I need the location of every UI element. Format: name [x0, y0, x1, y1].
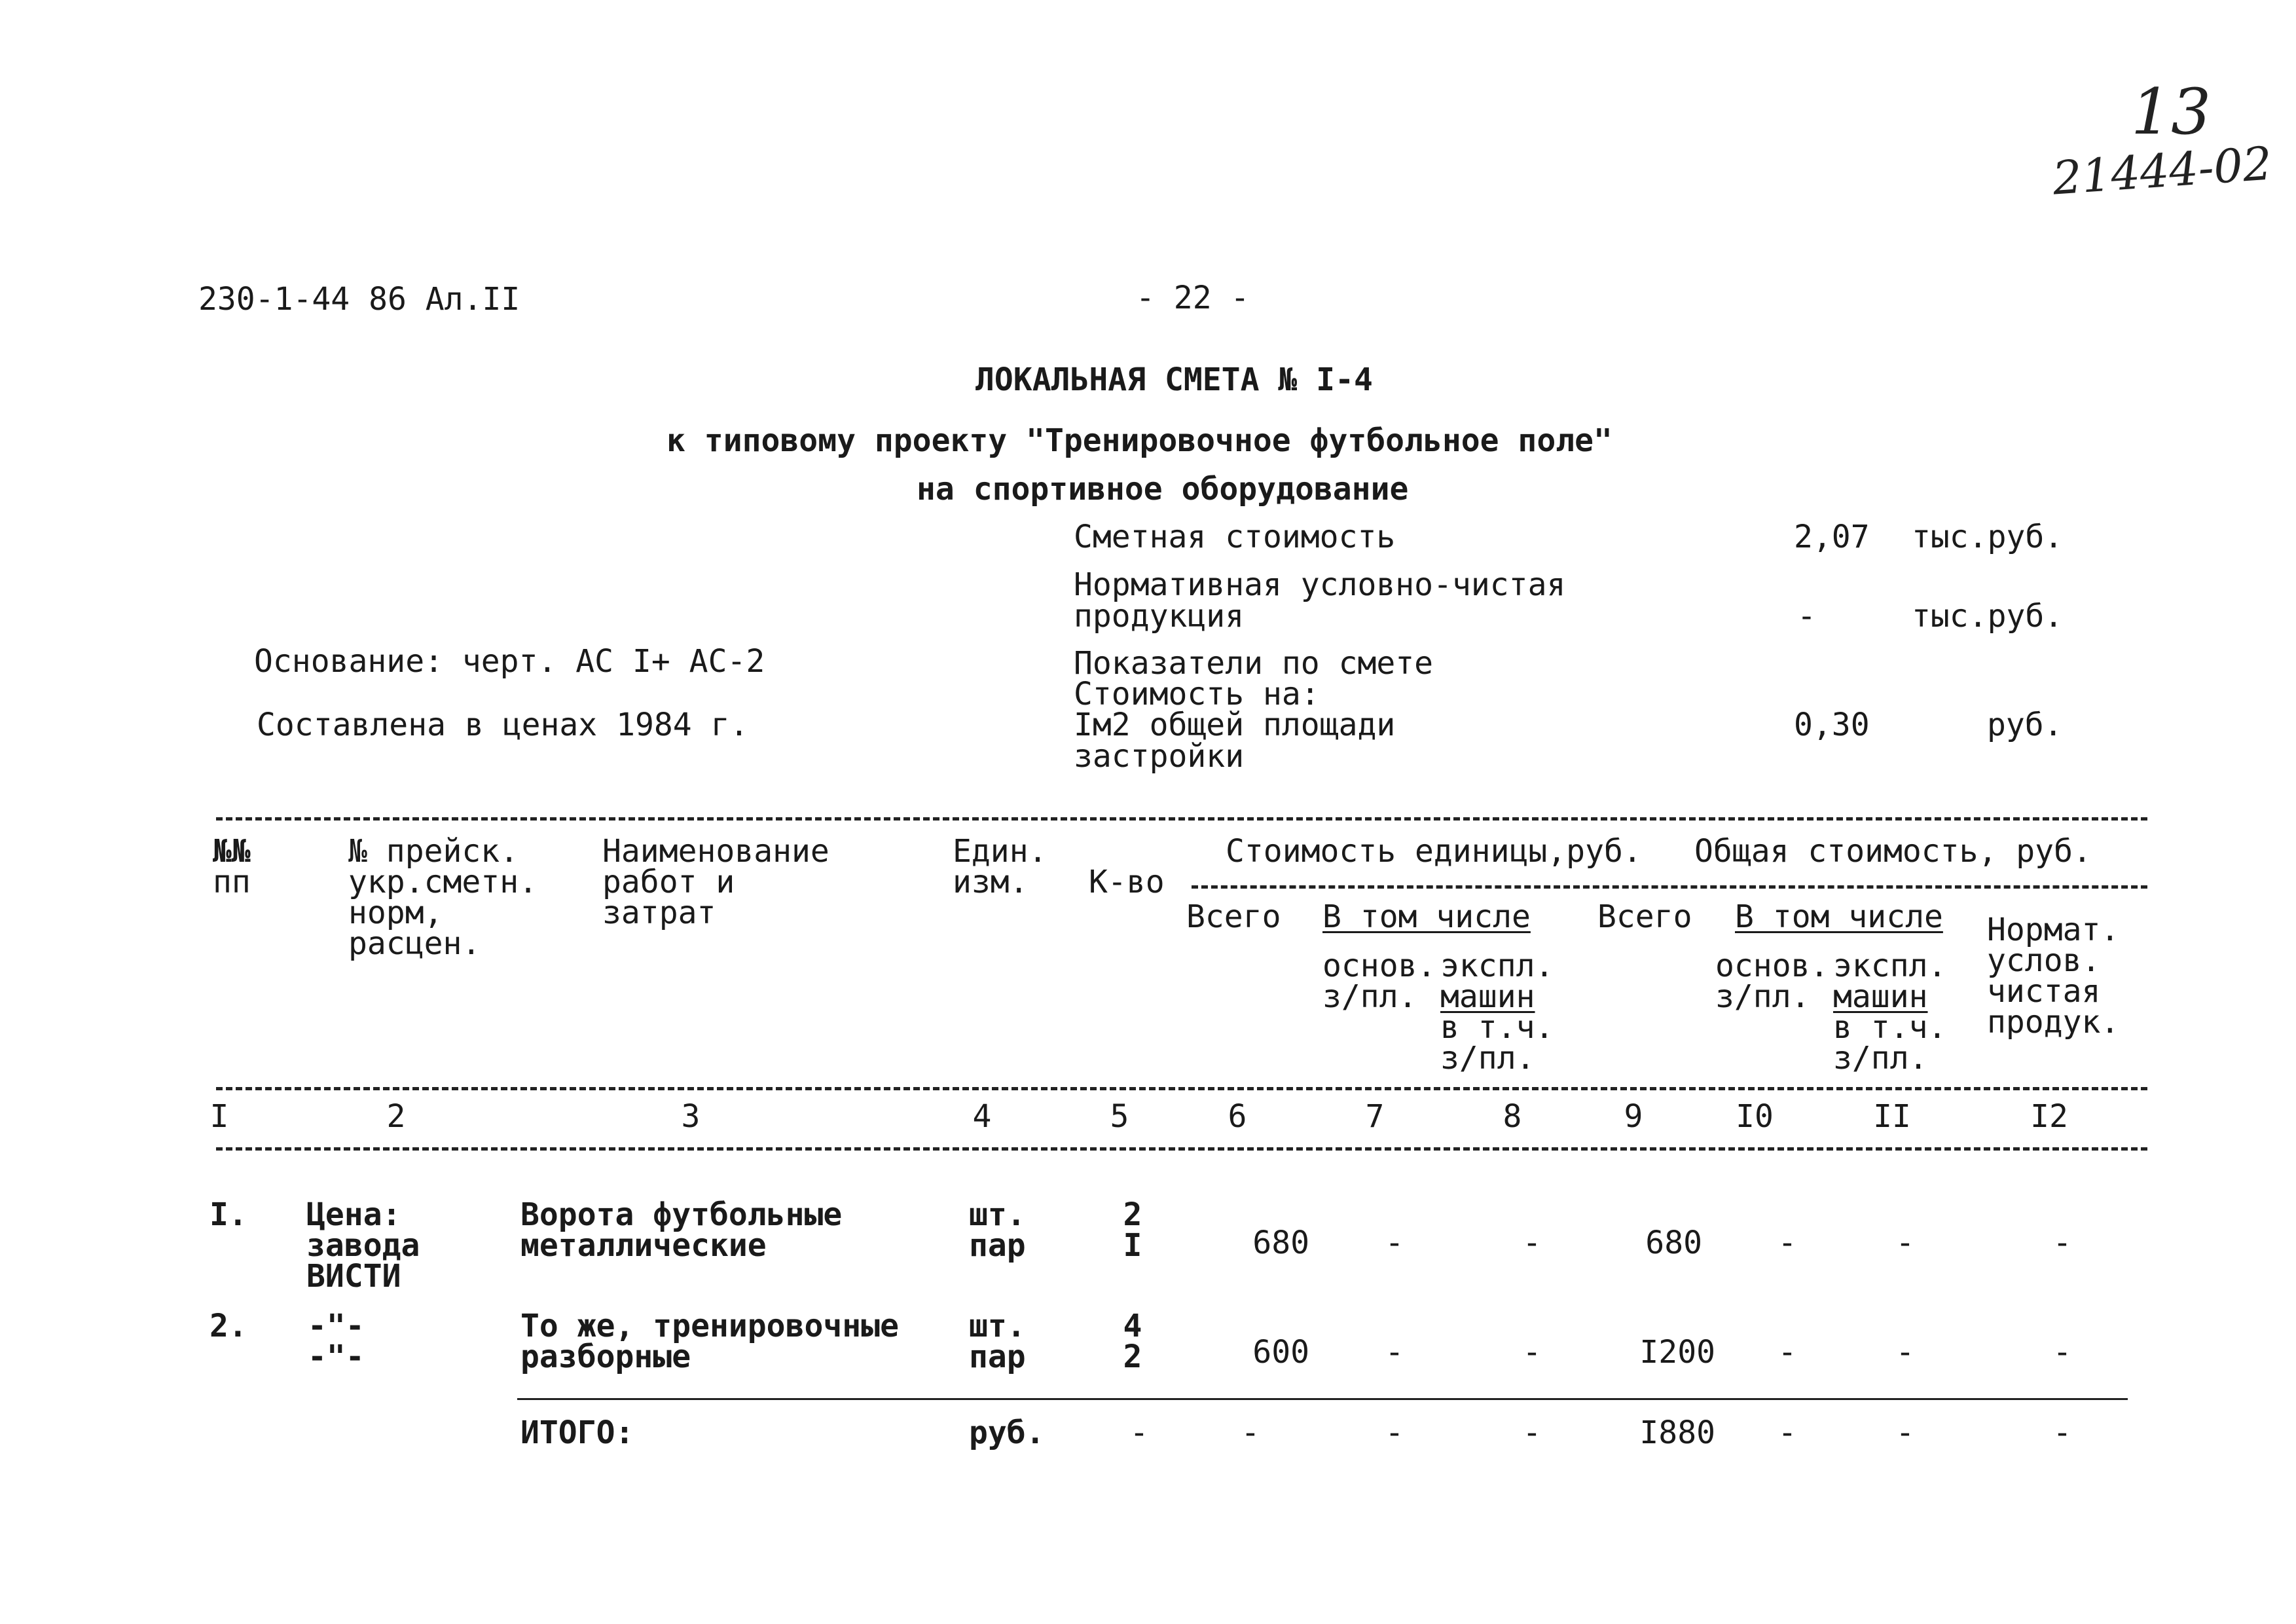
- basis-text: Основание: черт. АС I+ АС-2: [254, 643, 765, 680]
- col-header-unit-cost: Стоимость единицы,руб.: [1226, 833, 1642, 870]
- row-name: разборные: [520, 1338, 691, 1375]
- col-header-total-mach-3: в т.ч.: [1833, 1009, 1947, 1046]
- total-rule: [517, 1398, 2128, 1400]
- row-unit: пар: [969, 1338, 1026, 1375]
- row-unit-mach: -: [1522, 1225, 1542, 1261]
- total-mach: -: [1895, 1414, 1915, 1451]
- col-header-unit-mach-2: машин: [1440, 978, 1535, 1015]
- col-header-ref-4: расцен.: [348, 925, 481, 962]
- col-header-total-wage-2: з/пл.: [1715, 978, 1810, 1015]
- column-number: 5: [1110, 1098, 1129, 1135]
- col-header-unit-wage-2: з/пл.: [1322, 978, 1417, 1015]
- row-name: Ворота футбольные: [520, 1196, 843, 1233]
- indicators-label-2: Стоимость на:: [1074, 676, 1320, 712]
- col-header-unit: Един.: [953, 833, 1048, 870]
- col-header-norm-2: услов.: [1987, 942, 2101, 979]
- col-header-name-2: работ и: [602, 864, 735, 900]
- column-number: 6: [1228, 1098, 1247, 1135]
- row-unit: пар: [969, 1227, 1026, 1264]
- col-header-norm-3: чистая: [1987, 973, 2101, 1010]
- row-name: То же, тренировочные: [520, 1308, 899, 1344]
- norm-label-2: продукция: [1074, 598, 1245, 635]
- col-header-unit-mach-4: з/пл.: [1440, 1040, 1535, 1077]
- col-header-total-cost: Общая стоимость, руб.: [1694, 833, 2092, 870]
- row-total-mach: -: [1895, 1334, 1915, 1371]
- row-qty: I: [1123, 1227, 1142, 1264]
- row-price-ref: Цена:: [306, 1196, 401, 1233]
- row-unit-wage: -: [1385, 1334, 1404, 1371]
- row-name: металлические: [520, 1227, 767, 1264]
- document-subtitle-2: на спортивное оборудование: [917, 471, 1409, 507]
- row-price-ref: завода: [306, 1227, 420, 1264]
- cost-label: Сметная стоимость: [1074, 519, 1396, 555]
- total-qty: -: [1129, 1414, 1149, 1451]
- col-header-unit-mach: экспл.: [1440, 948, 1554, 984]
- col-header-unit-wage: основ.: [1322, 948, 1436, 984]
- col-header-unit-mach-3: в т.ч.: [1440, 1009, 1554, 1046]
- column-number: I2: [2030, 1098, 2068, 1135]
- document-title: ЛОКАЛЬНАЯ СМЕТА № I-4: [975, 361, 1373, 398]
- row-norm: -: [2052, 1334, 2072, 1371]
- unit-cost-rule: [1192, 885, 2147, 889]
- column-number: 9: [1624, 1098, 1643, 1135]
- row-qty: 2: [1123, 1196, 1142, 1233]
- row-unit-cost: 600: [1252, 1334, 1309, 1371]
- row-total-mach: -: [1895, 1225, 1915, 1261]
- page-number: - 22 -: [1136, 280, 1250, 316]
- row-price-ref: -"-: [308, 1338, 365, 1375]
- row-number: I.: [210, 1196, 247, 1233]
- col-header-num-2: пп: [213, 864, 251, 900]
- row-unit: шт.: [969, 1196, 1026, 1233]
- col-header-ref-2: укр.сметн.: [348, 864, 538, 900]
- total-norm: -: [2052, 1414, 2072, 1451]
- row-unit-wage: -: [1385, 1225, 1404, 1261]
- col-header-qty: К-во: [1089, 864, 1165, 900]
- column-number: 4: [972, 1098, 992, 1135]
- cost-value: 2,07: [1794, 519, 1870, 555]
- document-code: 21444-02: [2050, 136, 2274, 206]
- total-label: ИТОГО:: [520, 1414, 634, 1451]
- cost-unit: тыс.руб.: [1912, 519, 2064, 555]
- column-numbers-rule: [216, 1087, 2147, 1090]
- column-number: I0: [1736, 1098, 1774, 1135]
- col-header-total-all: Всего: [1597, 898, 1692, 935]
- total-wage: -: [1777, 1414, 1797, 1451]
- album-code: 230-1-44 86 Ал.II: [198, 281, 520, 318]
- row-total-cost: 680: [1645, 1225, 1702, 1261]
- col-header-ref: № прейск.: [348, 833, 519, 870]
- header-bottom-rule: [216, 1147, 2147, 1151]
- area-unit: руб.: [1987, 707, 2063, 743]
- area-value: 0,30: [1794, 707, 1870, 743]
- row-unit-cost: 680: [1252, 1225, 1309, 1261]
- total-unit-mach: -: [1522, 1414, 1542, 1451]
- col-header-unit-incl: В том числе: [1322, 898, 1531, 935]
- row-total-wage: -: [1777, 1225, 1797, 1261]
- column-number: I: [210, 1098, 229, 1135]
- col-header-total-incl: В том числе: [1735, 898, 1943, 935]
- col-header-norm: Нормат.: [1987, 912, 2120, 948]
- col-header-total-mach: экспл.: [1833, 948, 1947, 984]
- total-cost: I880: [1639, 1414, 1715, 1451]
- document-subtitle: к типовому проекту "Тренировочное футбольное поле": [666, 422, 1613, 459]
- col-header-name-3: затрат: [602, 895, 716, 931]
- norm-label: Нормативная условно-чистая: [1074, 566, 1566, 603]
- column-number: 2: [386, 1098, 406, 1135]
- row-price-ref: ВИСТИ: [306, 1258, 401, 1295]
- norm-unit: тыс.руб.: [1912, 598, 2064, 635]
- table-top-rule: [216, 817, 2147, 821]
- row-total-cost: I200: [1639, 1334, 1715, 1371]
- col-header-unit-all: Всего: [1186, 898, 1281, 935]
- row-price-ref: -"-: [308, 1308, 365, 1344]
- col-header-ref-3: норм,: [348, 895, 443, 931]
- row-number: 2.: [210, 1308, 247, 1344]
- column-number: 7: [1365, 1098, 1385, 1135]
- indicators-label-3: Iм2 общей площади: [1074, 707, 1396, 743]
- indicators-label-4: застройки: [1074, 738, 1245, 775]
- col-header-norm-4: продук.: [1987, 1004, 2120, 1041]
- norm-value: -: [1797, 598, 1816, 635]
- column-number: 8: [1503, 1098, 1522, 1135]
- total-unit-wage: -: [1385, 1414, 1404, 1451]
- sheet-number: 13: [2131, 75, 2212, 149]
- indicators-label: Показатели по смете: [1074, 645, 1434, 682]
- column-number: 3: [681, 1098, 701, 1135]
- col-header-name: Наименование: [602, 833, 829, 870]
- col-header-total-wage: основ.: [1715, 948, 1829, 984]
- total-unit: руб.: [969, 1414, 1045, 1451]
- column-number: II: [1873, 1098, 1911, 1135]
- row-qty: 4: [1123, 1308, 1142, 1344]
- prices-text: Составлена в ценах 1984 г.: [257, 707, 749, 743]
- row-total-wage: -: [1777, 1334, 1797, 1371]
- total-unit-cost: -: [1241, 1414, 1260, 1451]
- row-norm: -: [2052, 1225, 2072, 1261]
- col-header-num: №№: [213, 833, 251, 870]
- col-header-unit-2: изм.: [953, 864, 1029, 900]
- row-unit-mach: -: [1522, 1334, 1542, 1371]
- row-unit: шт.: [969, 1308, 1026, 1344]
- col-header-total-mach-4: з/пл.: [1833, 1040, 1928, 1077]
- col-header-total-mach-2: машин: [1833, 978, 1928, 1015]
- row-qty: 2: [1123, 1338, 1142, 1375]
